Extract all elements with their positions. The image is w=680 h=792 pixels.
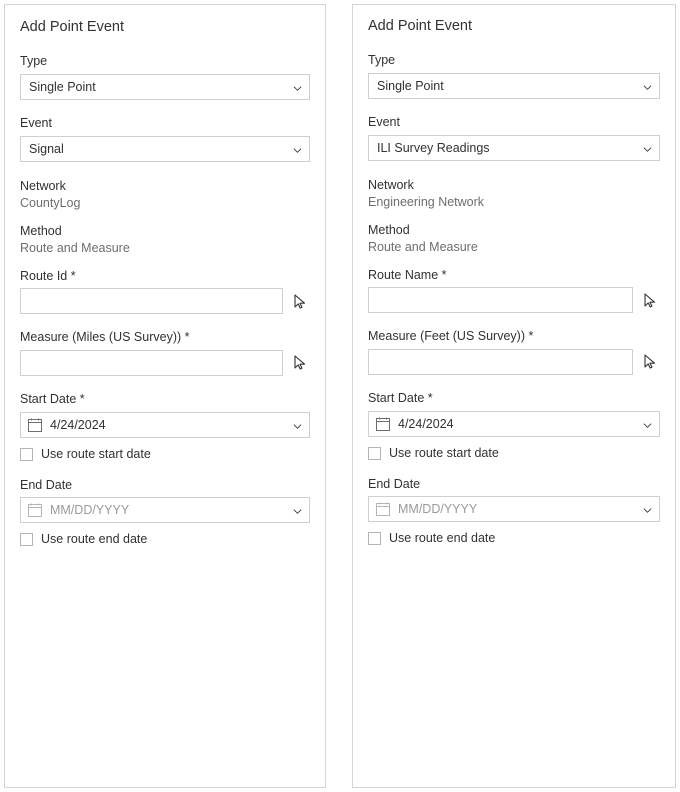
use-route-start-date-label: Use route start date [41,446,151,461]
type-select[interactable] [368,73,660,99]
start-date-label: Start Date * [20,391,85,406]
start-date-label: Start Date * [368,390,433,405]
measure-row [20,350,310,376]
chevron-down-icon [643,421,652,430]
use-route-end-date-row[interactable] [20,532,310,547]
use-route-end-date-label: Use route end date [389,531,496,546]
chevron-down-icon [293,422,302,431]
start-date-picker[interactable] [368,411,660,437]
select-on-map-cursor-icon[interactable] [639,351,660,373]
measure-input[interactable] [368,349,633,375]
type-select[interactable] [20,74,310,100]
event-select[interactable] [368,135,660,161]
end-date-picker[interactable] [20,497,310,523]
measure-row [368,349,660,375]
use-route-start-date-row[interactable] [368,446,660,461]
end-date-picker[interactable] [368,496,660,522]
method-value: Route and Measure [368,240,478,255]
chevron-down-icon [643,145,652,154]
start-date-picker[interactable] [20,412,310,438]
end-date-value: MM/DD/YYYY [50,503,130,518]
select-on-map-cursor-icon[interactable] [289,352,310,374]
add-point-event-panel-left [4,4,326,788]
use-route-end-date-checkbox[interactable] [368,532,381,545]
type-label: Type [20,54,48,69]
route-name-row [368,287,660,313]
panel-title: Add Point Event [368,18,472,34]
end-date-value: MM/DD/YYYY [398,502,478,517]
type-label: Type [368,53,396,68]
panel-title: Add Point Event [20,19,124,35]
method-label: Method [20,224,62,239]
network-value: CountyLog [20,195,81,210]
end-date-label: End Date [368,476,421,491]
chevron-down-icon [643,83,652,92]
chevron-down-icon [293,146,302,155]
start-date-value: 4/24/2024 [398,416,454,431]
type-select-value: Single Point [377,79,444,94]
network-label: Network [20,178,66,193]
use-route-end-date-label: Use route end date [41,532,148,547]
add-point-event-panel-right [352,4,676,788]
event-select-value: ILI Survey Readings [377,140,490,155]
method-label: Method [368,223,410,238]
type-select-value: Single Point [29,80,96,95]
use-route-start-date-row[interactable] [20,447,310,462]
event-label: Event [20,116,52,131]
event-select-value: Signal [29,141,64,156]
event-select[interactable] [20,136,310,162]
measure-label: Measure (Miles (US Survey)) * [20,330,190,345]
calendar-icon [376,502,390,516]
measure-input[interactable] [20,350,283,376]
calendar-icon [376,417,390,431]
calendar-icon [28,418,42,432]
route-name-label: Route Name * [368,267,447,282]
measure-label: Measure (Feet (US Survey)) * [368,329,534,344]
use-route-start-date-label: Use route start date [389,445,499,460]
use-route-start-date-checkbox[interactable] [368,447,381,460]
network-value: Engineering Network [368,194,485,209]
route-id-label: Route Id * [20,268,76,283]
use-route-end-date-row[interactable] [368,531,660,546]
chevron-down-icon [293,84,302,93]
use-route-end-date-checkbox[interactable] [20,533,33,546]
network-label: Network [368,177,414,192]
use-route-start-date-checkbox[interactable] [20,448,33,461]
event-label: Event [368,115,400,130]
route-id-input[interactable] [20,288,283,314]
calendar-icon [28,503,42,517]
end-date-label: End Date [20,477,73,492]
method-value: Route and Measure [20,241,130,256]
route-name-input[interactable] [368,287,633,313]
chevron-down-icon [293,507,302,516]
route-id-row [20,288,310,314]
start-date-value: 4/24/2024 [50,417,106,432]
chevron-down-icon [643,506,652,515]
select-on-map-cursor-icon[interactable] [289,290,310,312]
select-on-map-cursor-icon[interactable] [639,289,660,311]
